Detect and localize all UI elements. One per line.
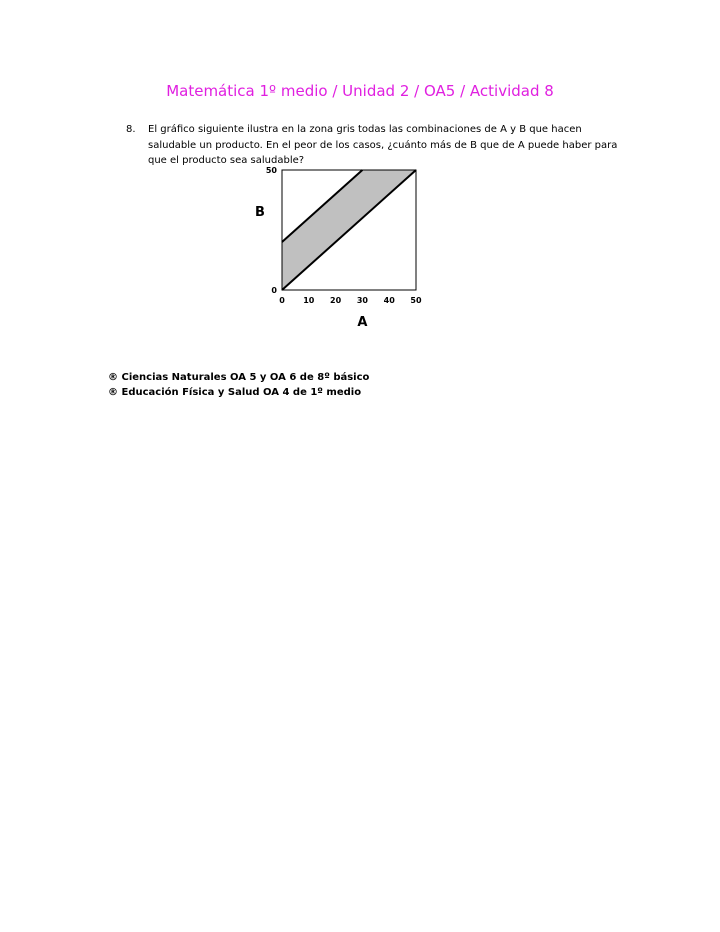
x-tick-label: 40 xyxy=(383,296,395,305)
question-number: 8. xyxy=(126,124,136,135)
reference-item: ® Educación Física y Salud OA 4 de 1º medio xyxy=(108,387,362,398)
y-tick-label: 0 xyxy=(271,286,277,295)
y-tick-label: 50 xyxy=(265,166,277,175)
y-tick-labels xyxy=(266,166,278,295)
x-tick-label: 30 xyxy=(356,296,368,305)
x-axis-label: A xyxy=(357,315,368,330)
x-tick-label: 20 xyxy=(330,296,342,305)
x-tick-label: 10 xyxy=(303,296,315,305)
healthy-region-chart xyxy=(250,162,430,336)
question-text: El gráfico siguiente ilustra en la zona gris todas las combinaciones de A y B que hacen saludable un producto. En el peor de los casos, ¿cuánto más de B que de A puede haber para que el producto sea saludable? xyxy=(148,124,618,166)
reference-item: ® Ciencias Naturales OA 5 y OA 6 de 8º básico xyxy=(108,372,370,383)
references xyxy=(108,370,369,400)
y-axis-label: B xyxy=(255,205,265,220)
x-tick-labels xyxy=(279,296,422,305)
x-tick-label: 0 xyxy=(279,296,285,305)
chart-svg xyxy=(250,162,430,332)
x-tick-label: 50 xyxy=(410,296,422,305)
page-title: Matemática 1º medio / Unidad 2 / OA5 / Actividad 8 xyxy=(166,82,554,100)
